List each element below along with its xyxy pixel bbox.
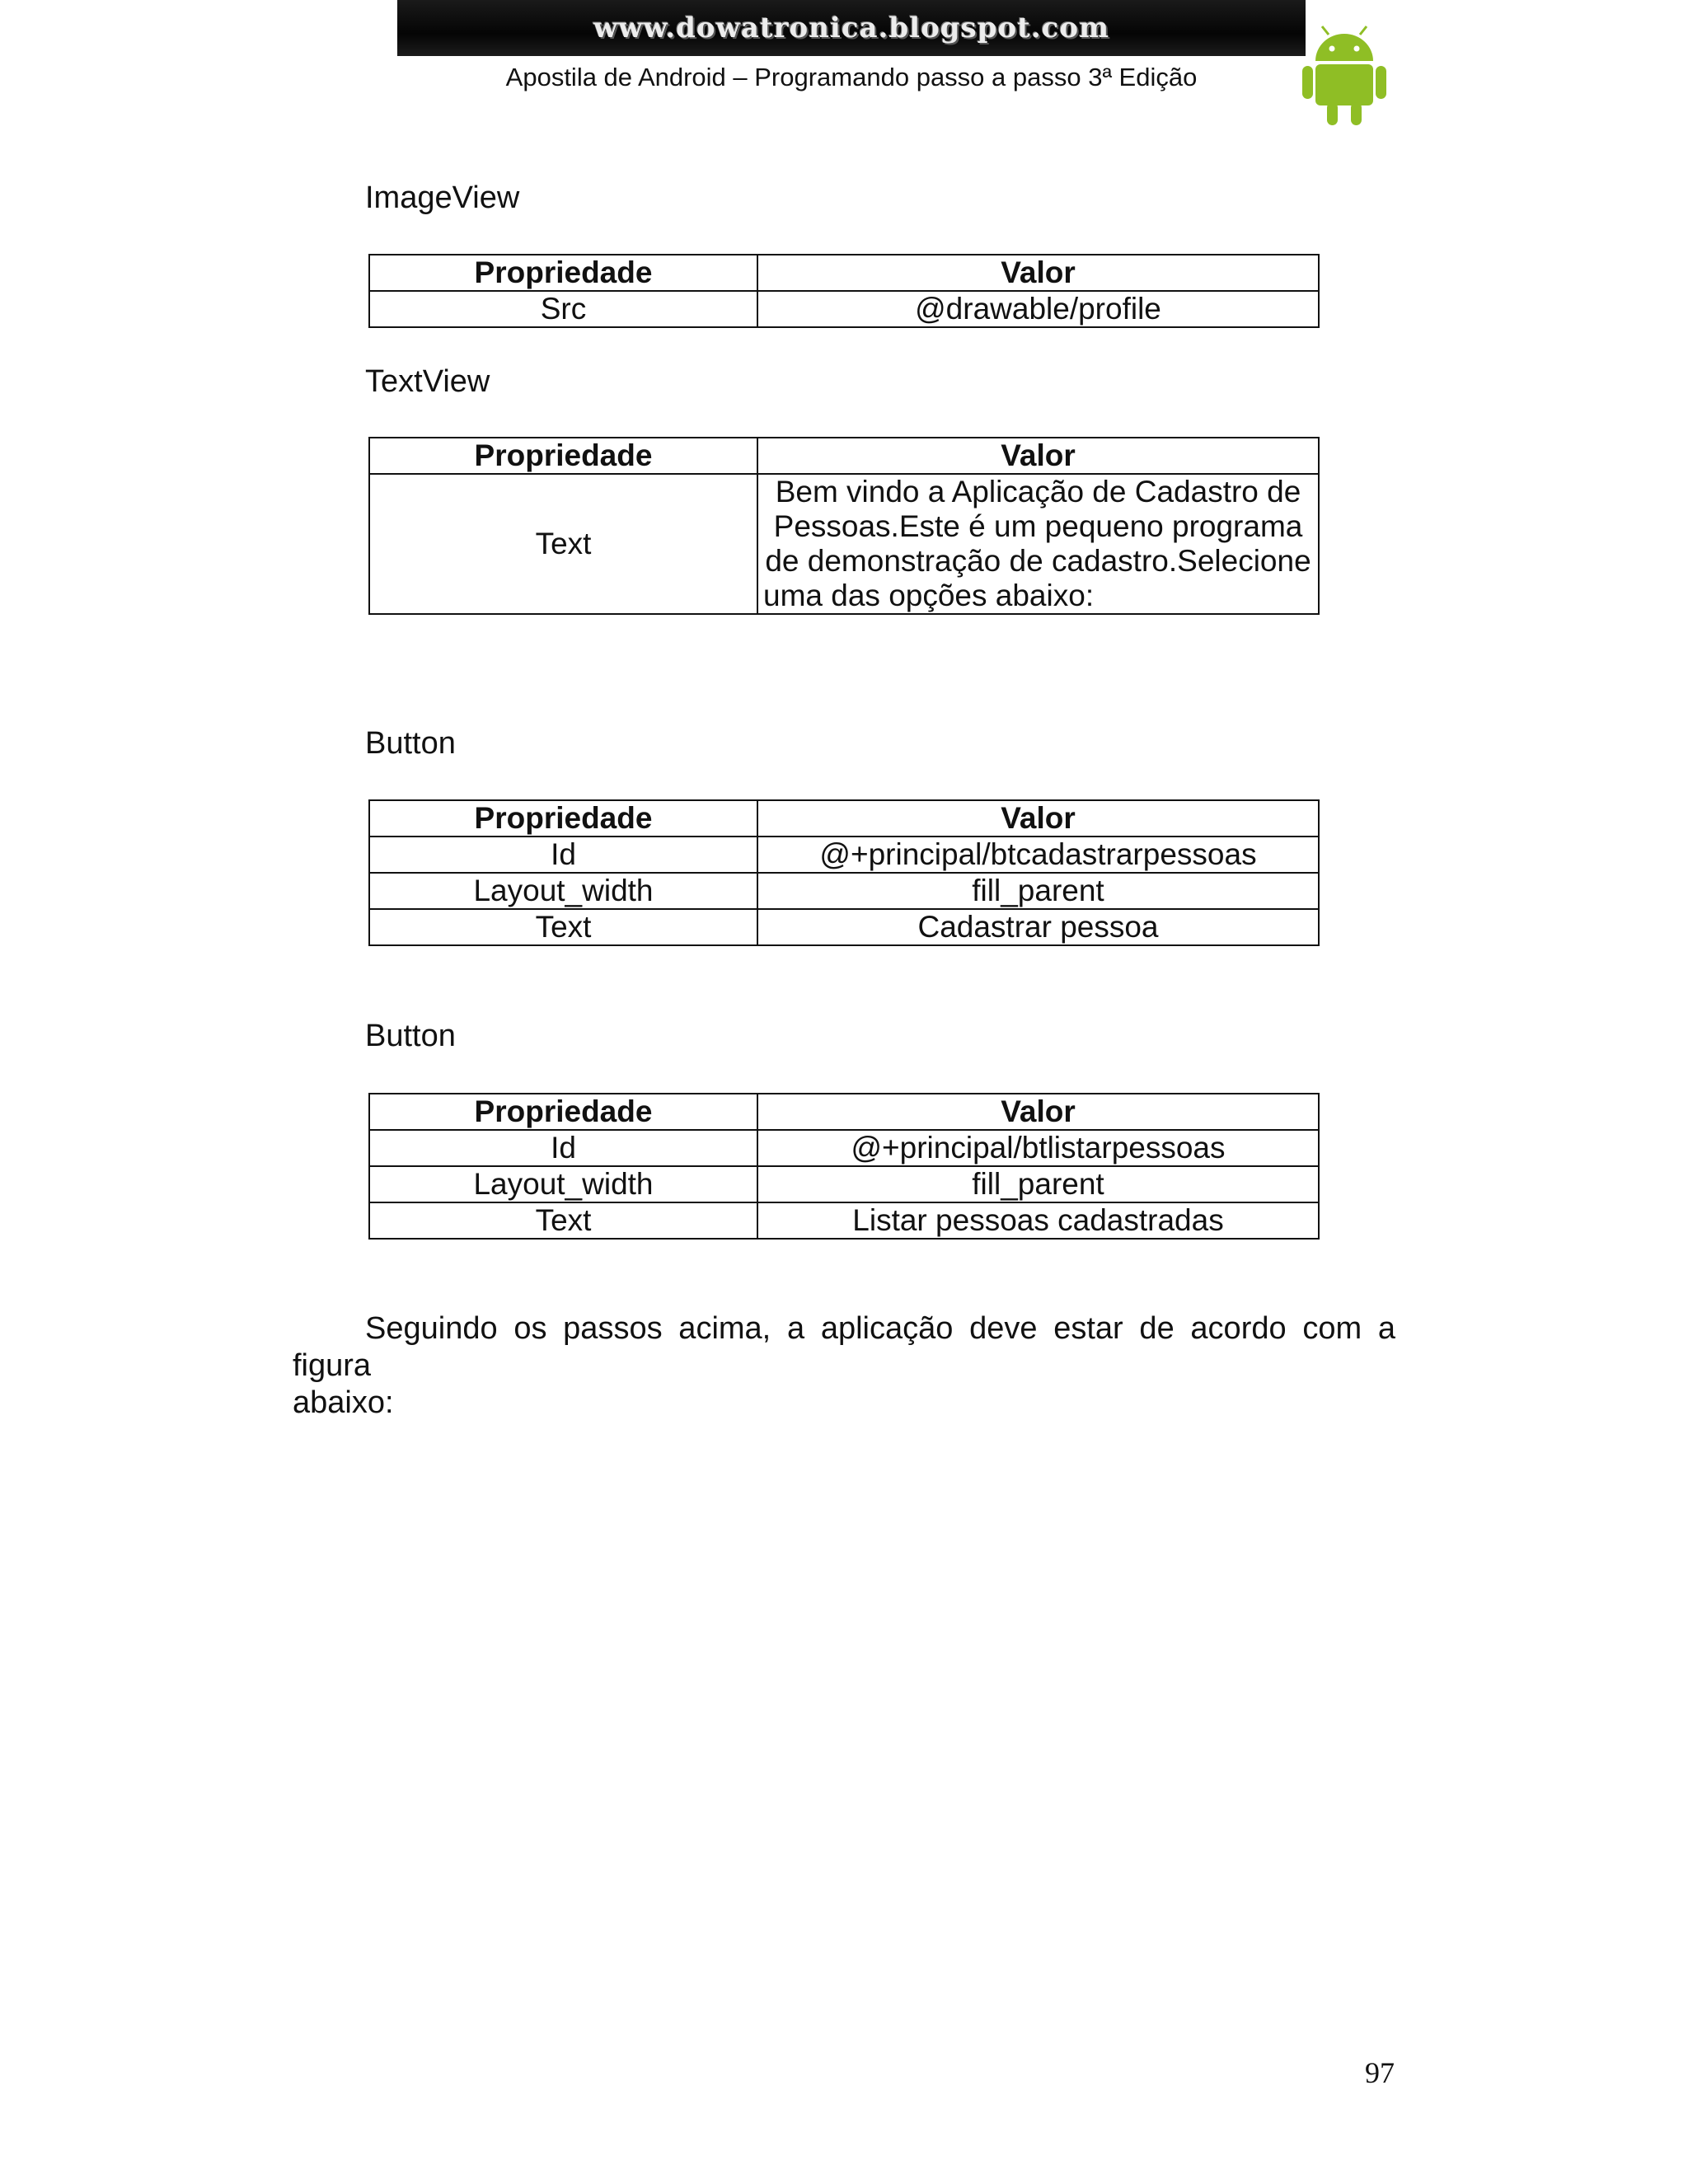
property-cell: Text (369, 909, 757, 945)
column-header-propriedade: Propriedade (369, 438, 757, 474)
property-cell: Id (369, 837, 757, 873)
property-cell: Src (369, 291, 757, 327)
android-robot-icon (1299, 25, 1390, 127)
table-row (369, 909, 1319, 945)
table-row (369, 1202, 1319, 1239)
property-cell: Text (369, 474, 757, 614)
column-header-valor: Valor (757, 800, 1319, 837)
property-cell: Layout_width (369, 1166, 757, 1202)
value-cell: @+principal/btlistarpessoas (757, 1130, 1319, 1166)
table-row (369, 474, 1319, 614)
table-header-row (369, 800, 1319, 837)
property-cell: Text (369, 1202, 757, 1239)
textview-property-table (368, 437, 1320, 615)
imageview-property-table (368, 254, 1320, 328)
column-header-valor: Valor (757, 255, 1319, 291)
property-cell: Layout_width (369, 873, 757, 909)
column-header-propriedade: Propriedade (369, 255, 757, 291)
table-row (369, 291, 1319, 327)
button-cadastrar-property-table (368, 799, 1320, 946)
button-listar-property-table (368, 1093, 1320, 1240)
value-cell: @+principal/btcadastrarpessoas (757, 837, 1319, 873)
section-title-button-cadastrar: Button (365, 726, 456, 761)
paragraph-line-1: Seguindo os passos acima, a aplicação deve estar de acordo com a figura (293, 1311, 1395, 1383)
column-header-valor: Valor (757, 438, 1319, 474)
section-title-imageview: ImageView (365, 180, 520, 215)
value-cell: Listar pessoas cadastradas (757, 1202, 1319, 1239)
property-cell: Id (369, 1130, 757, 1166)
table-row (369, 1166, 1319, 1202)
table-row (369, 873, 1319, 909)
table-row (369, 837, 1319, 873)
header-subtitle: Apostila de Android – Programando passo a passo 3ª Edição (505, 63, 1198, 91)
value-cell: Cadastrar pessoa (757, 909, 1319, 945)
table-header-row (369, 255, 1319, 291)
header-banner (397, 0, 1306, 56)
paragraph-line-2: abaixo: (293, 1385, 394, 1420)
section-title-button-listar: Button (365, 1019, 456, 1053)
value-cell: fill_parent (757, 873, 1319, 909)
banner-url-text: www.dowatronica.blogspot.com (593, 12, 1110, 45)
column-header-propriedade: Propriedade (369, 1094, 757, 1130)
table-row (369, 1130, 1319, 1166)
table-header-row (369, 1094, 1319, 1130)
section-title-textview: TextView (365, 364, 490, 399)
value-cell: Bem vindo a Aplicação de Cadastro de Pessoas.Este é um pequeno programa de demonstração de cadastro.Selecione uma das opções abaixo: (757, 474, 1319, 614)
value-cell: @drawable/profile (757, 291, 1319, 327)
page-number: 97 (1365, 2056, 1395, 2089)
body-paragraph (293, 1310, 1395, 1422)
column-header-valor: Valor (757, 1094, 1319, 1130)
column-header-propriedade: Propriedade (369, 800, 757, 837)
table-header-row (369, 438, 1319, 474)
value-cell: fill_parent (757, 1166, 1319, 1202)
